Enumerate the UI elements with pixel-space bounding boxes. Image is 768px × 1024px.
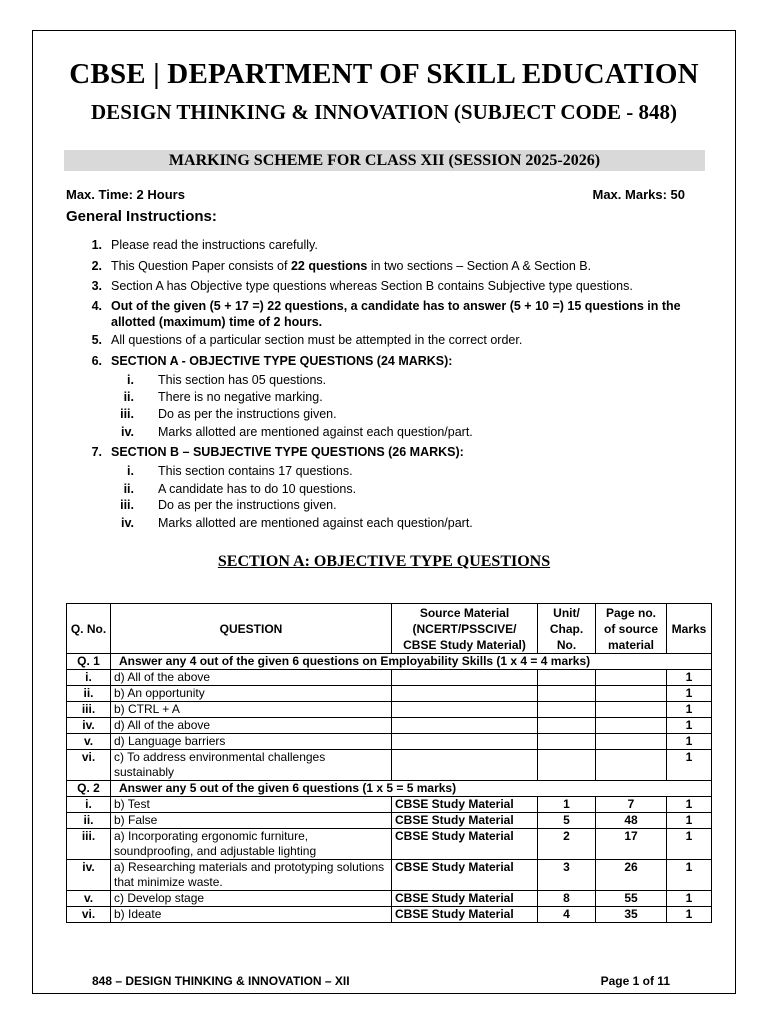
row-answer: b) An opportunity [111, 686, 392, 702]
group-number: Q. 2 [67, 781, 111, 797]
row-source [392, 702, 538, 718]
row-page [596, 734, 667, 750]
row-source: CBSE Study Material [392, 829, 538, 860]
row-answer: b) CTRL + A [111, 702, 392, 718]
row-marks: 1 [667, 829, 712, 860]
row-answer: a) Researching materials and prototyping solutions that minimize waste. [111, 860, 392, 891]
document-subtitle: DESIGN THINKING & INNOVATION (SUBJECT CODE - 848) [91, 100, 677, 124]
row-answer: d) Language barriers [111, 734, 392, 750]
group-instruction: Answer any 4 out of the given 6 questions on Employability Skills (1 x 4 = 4 marks) [111, 654, 712, 670]
header-page: Page no. of source material [596, 604, 667, 654]
row-page [596, 718, 667, 734]
row-page [596, 702, 667, 718]
marking-scheme-banner: MARKING SCHEME FOR CLASS XII (SESSION 2025-2026) [64, 150, 705, 171]
table-row [67, 734, 712, 750]
row-source [392, 718, 538, 734]
row-marks: 1 [667, 860, 712, 891]
row-unit: 8 [538, 891, 596, 907]
row-unit: 5 [538, 813, 596, 829]
row-unit: 4 [538, 907, 596, 923]
question-group-row [67, 781, 712, 797]
row-page [596, 670, 667, 686]
header-source: Source Material (NCERT/PSSCIVE/ CBSE Study Material) [392, 604, 538, 654]
row-answer: b) False [111, 813, 392, 829]
row-answer: b) Test [111, 797, 392, 813]
row-number: vi. [67, 907, 111, 923]
section-a-heading: SECTION A: OBJECTIVE TYPE QUESTIONS [217, 553, 551, 570]
table-header-row [67, 604, 712, 654]
row-marks: 1 [667, 734, 712, 750]
row-page: 7 [596, 797, 667, 813]
row-marks: 1 [667, 670, 712, 686]
row-marks: 1 [667, 907, 712, 923]
row-number: vi. [67, 750, 111, 781]
row-number: iv. [67, 860, 111, 891]
row-number: v. [67, 891, 111, 907]
row-unit: 1 [538, 797, 596, 813]
question-group-row [67, 654, 712, 670]
max-time: Max. Time: 2 Hours [66, 187, 185, 202]
header-question: QUESTION [111, 604, 392, 654]
row-marks: 1 [667, 750, 712, 781]
row-number: ii. [67, 813, 111, 829]
table-row [67, 686, 712, 702]
row-answer: c) Develop stage [111, 891, 392, 907]
table-row [67, 829, 712, 860]
table-row [67, 797, 712, 813]
table-row [67, 813, 712, 829]
max-marks: Max. Marks: 50 [592, 187, 685, 202]
group-instruction: Answer any 5 out of the given 6 questions (1 x 5 = 5 marks) [111, 781, 712, 797]
row-source [392, 670, 538, 686]
table-row [67, 860, 712, 891]
row-page: 55 [596, 891, 667, 907]
table-row [67, 670, 712, 686]
row-page [596, 686, 667, 702]
row-marks: 1 [667, 813, 712, 829]
row-answer: d) All of the above [111, 718, 392, 734]
row-unit [538, 718, 596, 734]
table-row [67, 702, 712, 718]
row-number: ii. [67, 686, 111, 702]
row-number: iii. [67, 829, 111, 860]
row-number: iv. [67, 718, 111, 734]
document-title: CBSE | DEPARTMENT OF SKILL EDUCATION [69, 58, 699, 90]
table-row [67, 907, 712, 923]
row-unit [538, 734, 596, 750]
row-number: i. [67, 797, 111, 813]
row-unit: 2 [538, 829, 596, 860]
row-unit [538, 670, 596, 686]
footer-page-number: Page 1 of 11 [600, 974, 670, 988]
row-page: 48 [596, 813, 667, 829]
row-answer: b) Ideate [111, 907, 392, 923]
header-qno: Q. No. [67, 604, 111, 654]
row-number: i. [67, 670, 111, 686]
row-marks: 1 [667, 686, 712, 702]
row-unit: 3 [538, 860, 596, 891]
row-answer: c) To address environmental challenges sustainably [111, 750, 392, 781]
footer-subject: 848 – DESIGN THINKING & INNOVATION – XII [92, 974, 350, 988]
row-number: iii. [67, 702, 111, 718]
row-page: 26 [596, 860, 667, 891]
marking-scheme-table [66, 603, 712, 923]
row-unit [538, 686, 596, 702]
table-row [67, 750, 712, 781]
table-row [67, 718, 712, 734]
row-unit [538, 750, 596, 781]
group-number: Q. 1 [67, 654, 111, 670]
row-marks: 1 [667, 797, 712, 813]
header-unit: Unit/ Chap. No. [538, 604, 596, 654]
row-source: CBSE Study Material [392, 860, 538, 891]
row-answer: d) All of the above [111, 670, 392, 686]
row-marks: 1 [667, 891, 712, 907]
general-instructions-title: General Instructions: [66, 208, 217, 225]
row-number: v. [67, 734, 111, 750]
table-row [67, 891, 712, 907]
row-marks: 1 [667, 718, 712, 734]
row-source: CBSE Study Material [392, 797, 538, 813]
row-answer: a) Incorporating ergonomic furniture, soundproofing, and adjustable lighting [111, 829, 392, 860]
row-source: CBSE Study Material [392, 907, 538, 923]
row-page [596, 750, 667, 781]
row-source: CBSE Study Material [392, 813, 538, 829]
row-source [392, 734, 538, 750]
row-source [392, 750, 538, 781]
row-source [392, 686, 538, 702]
row-marks: 1 [667, 702, 712, 718]
row-page: 35 [596, 907, 667, 923]
row-unit [538, 702, 596, 718]
header-marks: Marks [667, 604, 712, 654]
row-page: 17 [596, 829, 667, 860]
row-source: CBSE Study Material [392, 891, 538, 907]
